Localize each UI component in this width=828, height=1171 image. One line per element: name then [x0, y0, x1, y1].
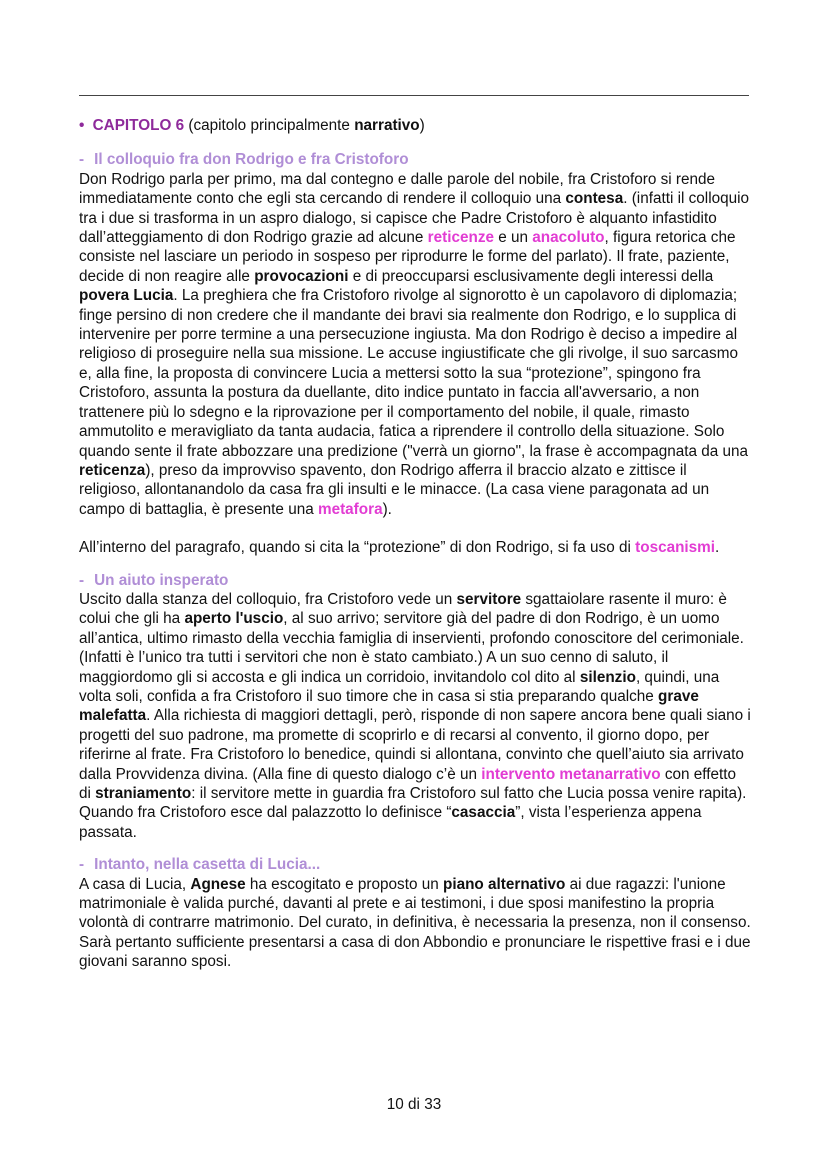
dash-icon: - — [79, 151, 85, 169]
document-body — [79, 116, 751, 972]
section-title: Il colloquio fra don Rodrigo e fra Cristoforo — [94, 151, 409, 169]
paragraph-toscanismi: All’interno del paragrafo, quando si cita la “protezione” di don Rodrigo, si fa uso di toscanismi. — [79, 539, 720, 557]
paragraph-casetta: A casa di Lucia, Agnese ha escogitato e proposto un piano alternativo ai due ragazzi: l'unione matrimoniale è valida purché, davanti al prete e ai testimoni, i due sposi manifestino la propria volontà di contrarre matrimonio. Del curato, in definitiva, è necessaria la presenza, non il consenso. Sarà pertanto sufficiente presentarsi a casa di don Abbondio e pronunciare le rispettive frasi e i due giovani saranno sposi. — [79, 875, 751, 971]
chapter-heading — [79, 116, 751, 135]
paragraph-colloquio: Don Rodrigo parla per primo, ma dal contegno e dalle parole del nobile, fra Cristoforo si rende immediatamente conto che egli sta cercando di rendere il colloquio una contesa. (infatti il colloquio tra i due si trasforma in un aspro dialogo, si capisce che Padre Cristoforo è alquanto infastidito dall’atteggiamento di don Rodrigo grazie ad alcune reticenze e un anacoluto, figura retorica che consiste nel lasciare un periodo in sospeso per riprodurre le forme del parlato). Il frate, paziente, decide di non reagire alle provocazioni e di preoccuparsi esclusivamente degli interessi della povera Lucia. La preghiera che fra Cristoforo rivolge al signorotto è un capolavoro di diplomazia; finge persino di non credere che il mandante dei bravi sia realmente don Rodrigo, e lo supplica di intervenire per porre termine a una persecuzione ingiusta. Ma don Rodrigo è deciso a impedire al religioso di proseguire nella sua missione. Le accuse ingiustificate che gli rivolge, il suo sarcasmo e, alla fine, la proposta di convincere Lucia a mettersi sotto la sua “protezione”, spingono fra Cristoforo, assunta la postura da duellante, dito indice puntato in faccia all'avversario, a non trattenere più lo sdegno e la riprovazione per il comportamento del nobile, il quale, rimasto ammutolito e meravigliato da tanta audacia, fatica a riprendere il controllo della situazione. Solo quando sente il frate abbozzare una predizione ("verrà un giorno", la frase è accompagnata da una reticenza), preso da improvviso spavento, don Rodrigo afferra il braccio alzato e zittisce il religioso, allontanandolo da casa fra gli insulti e le minacce. (La casa viene paragonata ad un campo di battaglia, è presente una metafora). — [79, 170, 750, 518]
highlight-term: metafora — [317, 500, 383, 518]
highlight-term: intervento metanarrativo — [481, 765, 661, 783]
section-heading-aiuto — [79, 571, 751, 590]
highlight-term: anacoluto — [532, 229, 605, 247]
dash-icon: - — [79, 856, 85, 874]
chapter-note: (capitolo principalmente — [184, 117, 355, 134]
chapter-note-bold: narrativo — [354, 117, 420, 134]
dash-icon: - — [79, 571, 85, 589]
page-number: 10 di 33 — [386, 1096, 442, 1113]
section-heading-casetta — [79, 855, 751, 874]
highlight-term: toscanismi — [635, 539, 716, 557]
top-divider — [79, 95, 749, 96]
bullet-icon: • — [79, 117, 85, 134]
chapter-note-end: ) — [419, 117, 425, 134]
section-title: Un aiuto insperato — [94, 571, 229, 589]
highlight-term: reticenze — [427, 229, 494, 247]
chapter-label: CAPITOLO 6 — [92, 117, 185, 134]
paragraph-aiuto: Uscito dalla stanza del colloquio, fra Cristoforo vede un servitore sgattaiolare rasente il muro: è colui che gli ha aperto l'uscio, al suo arrivo; servitore già del padre di don Rodrigo, è un uomo all’antica, ultimo rimasto della vecchia famiglia di inservienti, profondo conoscitore del cerimoniale. (Infatti è l’unico tra tutti i servitori che non è stato cambiato.) A un suo cenno di saluto, il maggiordomo gli si accosta e gli indica un corridoio, invitandolo col dito al silenzio, quindi, una volta soli, confida a fra Cristoforo il suo timore che in casa si stia preparando qualche grave malefatta. Alla richiesta di maggiori dettagli, però, risponde di non sapere ancora bene quali siano i progetti del suo padrone, ma promette di scoprirlo e di recarsi al convento, il giorno dopo, per riferirne al frate. Fra Cristoforo lo benedice, quindi si allontana, convinto che quell’aiuto sia arrivato dalla Provvidenza divina. (Alla fine di questo dialogo c’è un intervento metanarrativo con effetto di straniamento: il servitore mette in guardia fra Cristoforo sul fatto che Lucia possa venire rapita). Quando fra Cristoforo esce dal palazzotto lo definisce “casaccia”, vista l’esperienza appena passata. — [79, 590, 751, 841]
section-heading-colloquio — [79, 150, 751, 169]
section-title: Intanto, nella casetta di Lucia... — [94, 856, 321, 874]
